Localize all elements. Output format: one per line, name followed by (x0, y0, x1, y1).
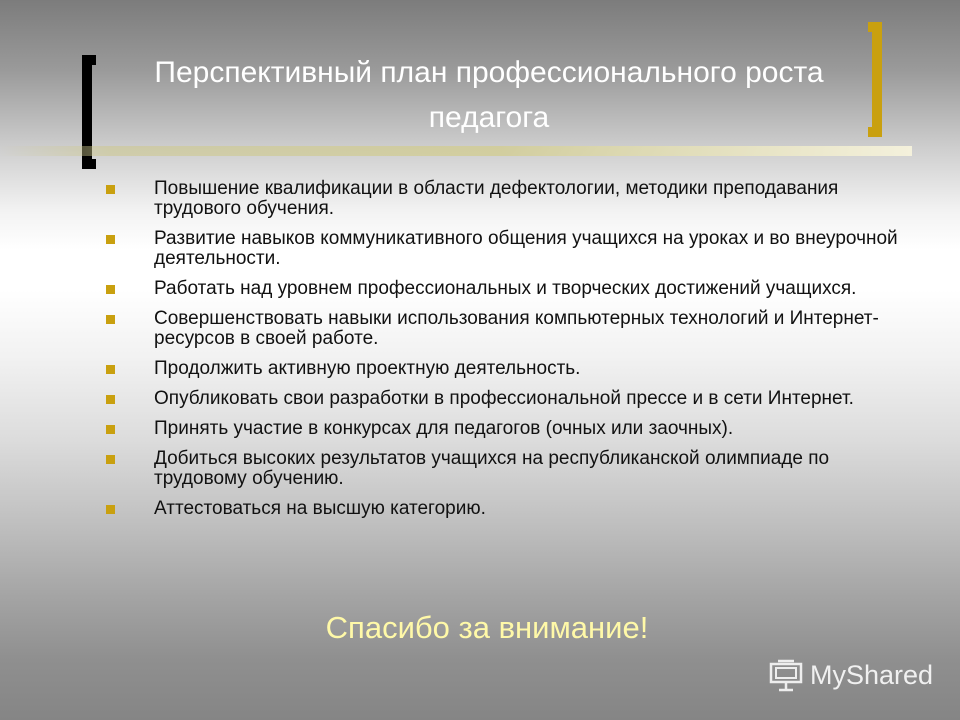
list-item (100, 179, 900, 219)
bullet-icon (106, 235, 115, 244)
list-item (100, 419, 900, 439)
bullet-text: Опубликовать свои разработки в профессиональной прессе и в сети Интернет. (154, 388, 854, 409)
watermark-text: MyShared (810, 660, 934, 690)
bullet-text: Продолжить активную проектную деятельность. (154, 358, 581, 379)
list-item (100, 279, 900, 299)
bullet-icon (106, 425, 115, 434)
bullet-text: Повышение квалификации в области дефектологии, методики преподавания трудового обучения. (154, 178, 839, 219)
bullet-icon (106, 285, 115, 294)
bullet-text: Развитие навыков коммуникативного общения учащихся на уроках и во внеурочной деятельности. (154, 228, 898, 269)
list-item (100, 449, 900, 489)
slide-title: Перспективный план профессионального роста педагога (154, 56, 824, 134)
bullet-icon (106, 315, 115, 324)
bullet-icon (106, 185, 115, 194)
bullet-text: Совершенствовать навыки использования компьютерных технологий и Интернет-ресурсов в своей работе. (154, 308, 879, 349)
bullet-text: Принять участие в конкурсах для педагогов (очных или заочных). (154, 418, 734, 439)
list-item (100, 309, 900, 349)
list-item (100, 229, 900, 269)
right-bracket-decoration (868, 22, 882, 137)
presentation-board-icon (768, 657, 804, 693)
list-item (100, 389, 900, 409)
bullet-icon (106, 395, 115, 404)
bullet-text: Работать над уровнем профессиональных и творческих достижений учащихся. (154, 278, 857, 299)
watermark (768, 655, 948, 695)
bullet-icon (106, 505, 115, 514)
bullet-icon (106, 365, 115, 374)
list-item (100, 499, 900, 519)
bullet-text: Аттестоваться на высшую категорию. (154, 498, 486, 519)
title-underline-decoration (0, 146, 912, 156)
closing-message: Спасибо за внимание! (325, 610, 649, 645)
bullet-icon (106, 455, 115, 464)
bullet-list (100, 179, 900, 529)
bullet-text: Добиться высоких результатов учащихся на республиканской олимпиаде по трудовому обучению. (154, 448, 830, 489)
list-item (100, 359, 900, 379)
